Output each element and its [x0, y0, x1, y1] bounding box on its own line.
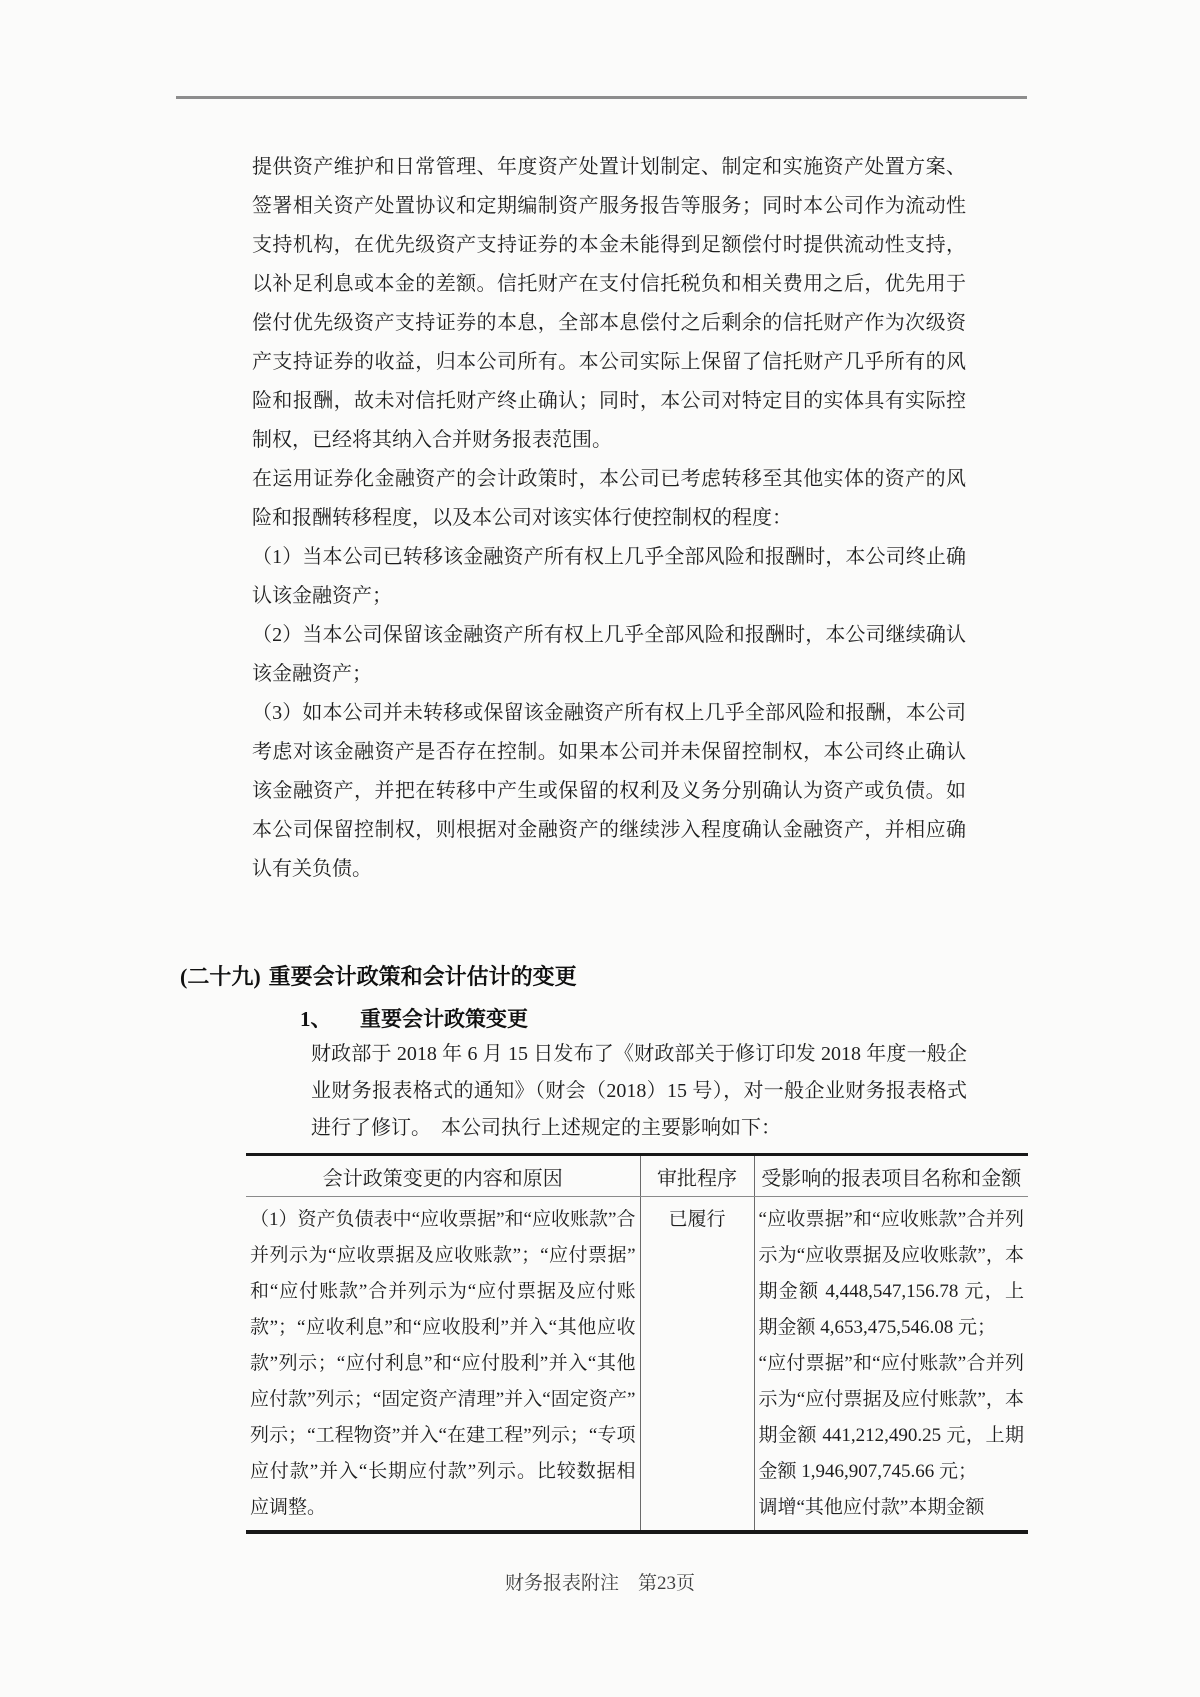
cell-impact: [754, 1197, 1028, 1533]
table-header-row: [246, 1155, 1028, 1197]
paragraph-policy-considerations: 在运用证券化金融资产的会计政策时，本公司已考虑转移至其他实体的资产的风险和报酬转移程度，以及本公司对该实体行使控制权的程度：: [252, 468, 966, 529]
subsection-number: 1、: [300, 1007, 332, 1031]
body-text-block: [252, 148, 966, 889]
table-row: [246, 1197, 1028, 1533]
cell-change-content: （1）资产负债表中“应收票据”和“应收账款”合并列示为“应收票据及应收账款”；“应付票据”和“应付账款”合并列示为“应付票据及应付账款”；“应收利息”和“应收股利”并入“其他应收款”列示；“应付利息”和“应付股利”并入“其他应付款”列示；“固定资产清理”并入“固定资产”列示；“工程物资”并入“在建工程”列示；“专项应付款”并入“长期应付款”列示。比较数据相应调整。: [246, 1197, 640, 1533]
cell-approval-status: 已履行: [640, 1197, 754, 1533]
paragraph-condition-1: （1）当本公司已转移该金融资产所有权上几乎全部风险和报酬时，本公司终止确认该金融资产；: [252, 546, 966, 607]
section-number: (二十九): [180, 964, 261, 989]
header-cell-content-reason: 会计政策变更的内容和原因: [246, 1155, 640, 1197]
header-cell-approval: 审批程序: [640, 1155, 754, 1197]
subsection-title: 重要会计政策变更: [360, 1007, 528, 1031]
section-title: 重要会计政策和会计估计的变更: [268, 964, 577, 989]
paragraph-condition-2: （2）当本公司保留该金融资产所有权上几乎全部风险和报酬时，本公司继续确认该金融资产；: [252, 624, 966, 685]
impact-item-other-payables: 调增“其他应付款”本期金额: [758, 1497, 985, 1518]
policy-change-table: [246, 1153, 1028, 1534]
paragraph-securitization-continued: 提供资产维护和日常管理、年度资产处置计划制定、制定和实施资产处置方案、签署相关资产处置协议和定期编制资产服务报告等服务；同时本公司作为流动性支持机构，在优先级资产支持证券的本金未能得到足额偿付时提供流动性支持，以补足利息或本金的差额。信托财产在支付信托税负和相关费用之后，优先用于偿付优先级资产支持证券的本息，全部本息偿付之后剩余的信托财产作为次级资产支持证券的收益，归本公司所有。本公司实际上保留了信托财产几乎所有的风险和报酬，故未对信托财产终止确认；同时，本公司对特定目的实体具有实际控制权，已经将其纳入合并财务报表范围。: [252, 156, 966, 451]
section-heading: [180, 960, 577, 991]
subsection-heading: [300, 1003, 528, 1033]
impact-item-receivables: “应收票据”和“应收账款”合并列示为“应收票据及应收账款”，本期金额 4,448,547,156.78 元，上期金额 4,653,475,546.08 元；: [758, 1209, 1024, 1338]
page-header-rule: [176, 96, 1027, 99]
paragraph-condition-3: （3）如本公司并未转移或保留该金融资产所有权上几乎全部风险和报酬，本公司考虑对该金融资产是否存在控制。如果本公司并未保留控制权，本公司终止确认该金融资产，并把在转移中产生或保留的权利及义务分别确认为资产或负债。如本公司保留控制权，则根据对金融资产的继续涉入程度确认金融资产，并相应确认有关负债。: [252, 702, 966, 880]
page-footer: 财务报表附注 第23页: [504, 1573, 695, 1594]
subsection-intro-paragraph: 财政部于 2018 年 6 月 15 日发布了《财政部关于修订印发 2018 年度一般企业财务报表格式的通知》（财会（2018）15 号），对一般企业财务报表格式进行了修订。 本公司执行上述规定的主要影响如下：: [311, 1043, 967, 1139]
header-cell-impact: 受影响的报表项目名称和金额: [754, 1155, 1028, 1197]
impact-item-payables: “应付票据”和“应付账款”合并列示为“应付票据及应付账款”，本期金额 441,212,490.25 元，上期金额 1,946,907,745.66 元；: [758, 1353, 1024, 1482]
